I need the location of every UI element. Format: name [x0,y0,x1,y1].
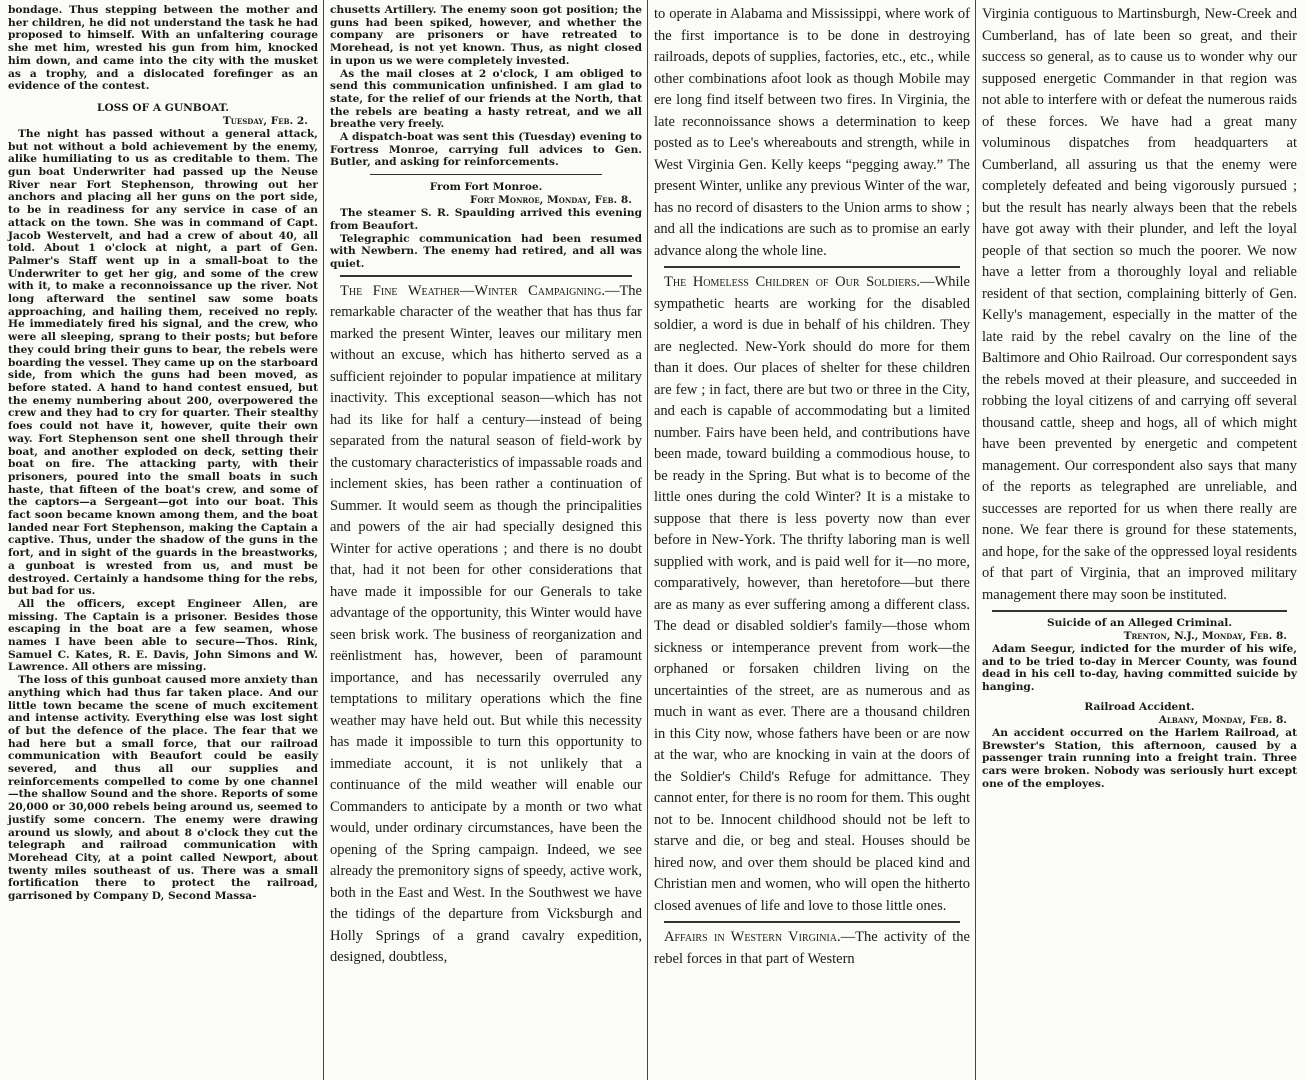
section-heading: Railroad Accident. [1084,700,1195,713]
divider [664,266,960,268]
paragraph: The night has passed without a general attack, but not without a bold achievement by the enemy, alike humiliating to us as creditable to them. The gun boat Underwriter had passed up the Neuse River near Fort Stephenson, throwing out her anchors and placing all her guns on the port side, to be in readiness for any service in case of an attack on the town. She was in command of Capt. Jacob Westervelt, and had a crew of about 40, all told. About 1 o'clock at night, a part of Gen. Palmer's Staff went up in a small-boat to the Underwriter to get her gig, and some of the crew with it, to make a reconnoissance up the river. Not long afterward the sentinel saw some boats approaching, and hailing them, received no reply. He immediately fired his signal, and the crew, who were all sleeping, sprang to their posts; but before they could bring their guns to bear, the rebels were boarding the vessel. They came up on the starboard side, from which the guns had been moved, as before stated. A hand to hand contest ensued, but the enemy numbering about 200, overpowered the crew and they had to cry for quarter. Their stealthy foes could not have it, however, quite their own way. Fort Stephenson sent one shell through their boat, and another exploded on deck, setting their boat on fire. The attacking party, with their prisoners, poured into the small boats in such haste, that fifteen of the boat's crew, and some of the captors—a Sergeant—got into our boat. This fact soon became known among them, and the boat landed near Fort Stephenson, making the Captain a captive. Thus, under the shadow of the guns in the fort, and in sight of the guards in the breastworks, a gunboat is wrested from us, and must be destroyed. Certainly a handsome thing for the rebs, but bad for us. [8,127,318,598]
paragraph: Adam Seegur, indicted for the murder of his wife, and to be tried to-day in Mercer County, was found dead in his cell to-day, having committed suicide by hanging. [982,643,1297,694]
divider [992,610,1287,612]
dateline: Fort Monroe, Monday, Feb. 8. [469,194,632,207]
divider [340,275,632,277]
paragraph: The loss of this gunboat caused more anxiety than anything which had thus far taken place. And our little town became the scene of much excitement and intense activity. Everything else was lost sight of but the defence of the place. The fear that we had here but a small force, that our railroad communication with Beaufort could be easily severed, and thus all our supplies and reinforcements compelled to come by one channel—the shallow Sound and the shore. Reports of some 20,000 or 30,000 rebels being around us, seemed to justify some concern. The enemy were drawing around us slowly, and about 8 o'clock they cut the telegraph and railroad communication with Morehead City, at a point called Newport, about twenty miles southeast of us. There was a small fortification there to protect the railroad, garrisoned by Company D, Second Massa- [8,674,318,903]
editorial-lead: The Fine Weather—Winter Campaigning. [340,282,605,299]
paragraph: All the officers, except Engineer Allen, are missing. The Captain is a prisoner. Besides those escaping in the boat are a few seamen, whose names I have been able to secure—Thos. Rink, Samuel C. Kates, R. E. Davis, John Simons and W. Lawrence. All others are missing. [8,597,318,674]
paragraph: bondage. Thus stepping between the mother and her children, he did not understand the task he had proposed to himself. With an unfaltering courage she met him, wrested his gun from him, knocked him down, and came into the city with the musket as a trophy, and a dislocated forefinger as an evidence of the contest. [8,4,318,93]
editorial-paragraph [654,927,970,970]
editorial-lead: The Homeless Children of Our Soldiers. [664,274,921,290]
paragraph: An accident occurred on the Harlem Railroad, at Brewster's Station, this afternoon, caused by a passenger train running into a freight train. Three cars were broken. Nobody was seriously hurt except one of the employes. [982,726,1297,790]
dateline: Trenton, N.J., Monday, Feb. 8. [1123,630,1287,642]
divider [370,174,602,175]
column-4 [978,4,1301,1080]
section-heading: Suicide of an Alleged Criminal. [1046,617,1233,629]
column-rule [323,0,324,1080]
editorial-lead: Affairs in Western Virginia. [664,929,841,945]
editorial-paragraph: Virginia contiguous to Martinsburgh, New-Creek and Cumberland, has of late been so great, and their success so general, as to cause us to wonder why our supposed energetic Commander in that region was not able to interfere with or defeat the numerous raids of these forces. We have had a great many voluminous dispatches from headquarters at Cumberland, all assuring us that the enemy were completely defeated and being vigorously pursued ; but the result has nearly always been that the rebels have got away with their plunder, and left the loyal people of that section so much the poorer. We now have a letter from a thoroughly loyal and reliable resident of that section, complaining bitterly of Gen. Kelly's management, especially in the matter of the late raid by the rebel cavalry on the line of the Baltimore and Ohio Railroad. Our correspondent says the rebels moved at their pleasure, and succeeded in robbing the loyal citizens of and carrying off several thousand cattle, sheep and hogs, all of which might have been prevented by energetic and competent management. Our correspondent also says that many of the reports as telegraphed are unreliable, and successes are reported for us when there really are none. We fear there is ground for these statements, and hope, for the sake of the oppressed loyal residents of that part of Virginia, that an improved military management there may soon be instituted. [982,6,1297,603]
paragraph: The steamer S. R. Spaulding arrived this evening from Beaufort. [330,207,642,232]
editorial-paragraph [330,281,642,969]
editorial-paragraph: to operate in Alabama and Mississippi, where work of the first importance is to be done in destroying railroads, depots of supplies, factories, etc., etc., while other combinations afoot look as though Mobile may ere long find itself between two fires. In Virginia, the late reconnoissance shows a determination to keep posted as to Lee's whereabouts and strength, while in West Virginia Gen. Kelly keeps “pegging away.” The present Winter, unlike any previous Winter of the war, has no record of disasters to the Union arms to show ; and all the indications are such as to promise an early advance along the whole line. [654,6,970,259]
paragraph: A dispatch-boat was sent this (Tuesday) evening to Fortress Monroe, carrying full advices to Gen. Butler, and asking for reinforcements. [330,131,642,169]
editorial-paragraph [654,272,970,917]
section-heading: LOSS OF A GUNBOAT. [97,101,229,114]
column-3 [650,4,974,1080]
editorial-body: —The activity of the rebel forces in that part of Western [654,929,970,967]
dateline: Tuesday, Feb. 2. [222,114,308,127]
paragraph: As the mail closes at 2 o'clock, I am obliged to send this communication unfinished. I am glad to state, for the relief of our friends at the North, that the rebels are beating a hasty retreat, and we all breathe very freely. [330,67,642,131]
column-1 [4,4,322,1080]
editorial-body: —While sympathetic hearts are working for the disabled soldier, a word is due in behalf of his children. They are neglected. New-York should do more for them than it does. Our places of shelter for these children are few ; in fact, there are but two or three in the City, and each is capable of accommodating but a limited number. Fairs have been held, and contributions have been made, toward building a commodious house, to be ready in the Spring. But what is to become of the little ones during the cold Winter? It is a mistake to suppose that there is less poverty now than ever before in New-York. The thrifty laboring man is well supplied with work, and is paid well for it—no more, comparatively, however, than heretofore—but there are as many as ever suffering among a different class. The dead or disabled soldier's family—those whom sickness or intemperance prevent from work—the orphaned or forsaken children living on the uncertainties of the street, are as numerous and as much in want as ever. There are a thousand children in this City now, whose fathers have been or are now at the war, who are knocking in vain at the doors of the Soldier's Child's Refuge for admittance. They cannot enter, for there is no room for them. This ought not to be. Innocent childhood should not be left to starve and die, or beg and steal. Houses should be hired now, and over them should be placed kind and Christian men and women, who will open the hitherto closed avenues of life and love to those little ones. [654,274,970,914]
divider [664,921,960,923]
paragraph: chusetts Artillery. The enemy soon got position; the guns had been spiked, however, and whether the company are prisoners or have retreated to Morehead, is not yet known. Thus, as night closed in upon us we were completely invested. [330,4,642,67]
column-rule [647,0,648,1080]
column-2 [326,4,646,1080]
editorial-body: —The remarkable character of the weather that has thus far marked the present Winter, leaves our military men without an excuse, which has hitherto served as a sufficient rejoinder to popular impatience at military inactivity. This exceptional season—which has not had its like for half a century—instead of being separated from the natural season of field-work by the customary characteristics of impassable roads and inclement skies, has been rather a continuation of Summer. It would seem as though the principalities and powers of the air had specially designed this Winter for active operations ; and there is no doubt that, had it not been for other considerations that have made it impossible for our Generals to take advantage of the opportunity, this Winter would have seen brisk work. The business of reorganization and reënlistment has, however, been of paramount importance, and has necessarily overruled any temptations to military operations which the fine weather may have held out. But while this necessity has made it impossible to turn this opportunity to immediate account, it is not unlikely that a continuance of the mild weather will enable our Commanders to anticipate by a month or two what would, under ordinary circumstances, have been the opening of the Spring campaign. Indeed, we see already the premonitory signs of speedy, active work, both in the East and West. In the Southwest we have the tidings of the departure from Vicksburgh and Holly Springs of a grand cavalry expedition, designed, doubtless, [330,282,642,966]
column-rule [975,0,976,1080]
dateline: Albany, Monday, Feb. 8. [1158,713,1287,726]
section-heading: From Fort Monroe. [429,181,543,194]
paragraph: Telegraphic communication had been resumed with Newbern. The enemy had retired, and all was quiet. [330,232,642,270]
